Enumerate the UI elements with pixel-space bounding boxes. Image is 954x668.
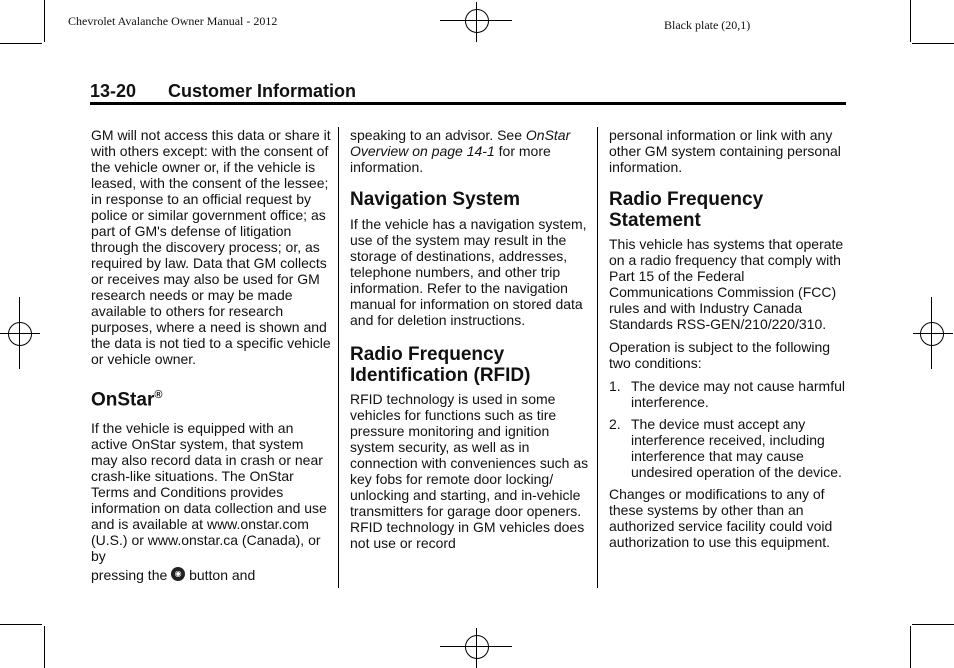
- conditions-intro: Operation is subject to the following two conditions:: [609, 339, 831, 371]
- radio-frequency-paragraph: This vehicle has systems that operate on a radio frequency that comply with Part 15 of the Federal Communications Commission (FCC) rules and with Industry Canada Standards RSS-GEN/210/220/310.: [609, 236, 844, 332]
- onstar-continuation: speaking to an advisor. See OnStar Overview on page 14-1 for more information.: [350, 127, 571, 175]
- column-3: [609, 127, 849, 550]
- rfid-continuation: personal information or link with any other GM system containing personal information.: [609, 127, 841, 175]
- column-2: [350, 127, 590, 551]
- crop-mark: [910, 0, 911, 42]
- conditions-list: [609, 378, 849, 480]
- crop-mark: [44, 0, 45, 42]
- list-item: 2. The device must accept any interference received, including interference that may cause undesired operation of the device.: [609, 416, 842, 480]
- section-rule: [90, 102, 846, 105]
- crop-mark: [0, 43, 42, 44]
- section-header: [90, 81, 356, 102]
- manual-title: Chevrolet Avalanche Owner Manual - 2012: [68, 14, 278, 28]
- navigation-paragraph: If the vehicle has a navigation system, use of the system may result in the storage of destinations, addresses, telephone numbers, and other trip information. Refer to the navigation manual for information on stored data and for deletion instructions.: [350, 216, 587, 328]
- registration-mark: [920, 322, 944, 346]
- column-1: [91, 127, 331, 583]
- plate-label: Black plate (20,1): [664, 18, 751, 32]
- registration-mark: [465, 9, 489, 33]
- section-title: Customer Information: [168, 81, 357, 101]
- column-divider: [338, 127, 339, 588]
- registration-mark: [8, 322, 32, 346]
- onstar-paragraph-end: pressing the ◉ button and: [91, 567, 256, 584]
- navigation-heading: Navigation System: [350, 189, 520, 210]
- list-item: 1. The device may not cause harmful interference.: [609, 378, 845, 410]
- page-number: 13-20: [90, 81, 137, 101]
- onstar-paragraph: If the vehicle is equipped with an active OnStar system, that system may also record data in crash or near crash-like situations. The OnStar Terms and Conditions provides information on data collection and use and is available at www.onstar.com (U.S.) or www.onstar.ca (Canada), or by: [91, 420, 327, 565]
- onstar-heading: OnStar®: [91, 389, 163, 411]
- crop-mark: [912, 624, 954, 625]
- crop-mark: [912, 43, 954, 44]
- rfid-paragraph: RFID technology is used in some vehicles for functions such as tire pressure monitoring and ignition system security, as well as in connection with conveniences such as key fobs for remote door locking/ unlocking and starting, and in-vehicle transmitters for garage door openers. RFID technology in GM vehicles does not use or record: [350, 391, 589, 551]
- onstar-button-icon: ◉: [171, 567, 185, 581]
- registration-mark: [465, 635, 489, 659]
- modifications-paragraph: Changes or modifications to any of these systems by other than an authorized service facility could void authorization to use this equipment.: [609, 486, 833, 550]
- rfid-heading: Radio Frequency Identification (RFID): [350, 344, 531, 386]
- crop-mark: [44, 626, 45, 668]
- column-divider: [597, 127, 598, 588]
- radio-frequency-heading: Radio Frequency Statement: [609, 189, 764, 231]
- data-access-paragraph: GM will not access this data or share it with others except: with the consent of the vehicle owner or, if the vehicle is leased, with the consent of the lessee; in response to an official request by police or similar government office; as part of GM's defense of litigation through the discovery process; or, as required by law. Data that GM collects or receives may also be used for GM research needs or may be made available to others for research purposes, where a need is shown and the data is not tied to a specific vehicle or vehicle owner.: [91, 127, 331, 367]
- onstar-overview-link[interactable]: OnStar Overview on page 14-1: [350, 127, 571, 159]
- crop-mark: [910, 626, 911, 668]
- crop-mark: [0, 624, 42, 625]
